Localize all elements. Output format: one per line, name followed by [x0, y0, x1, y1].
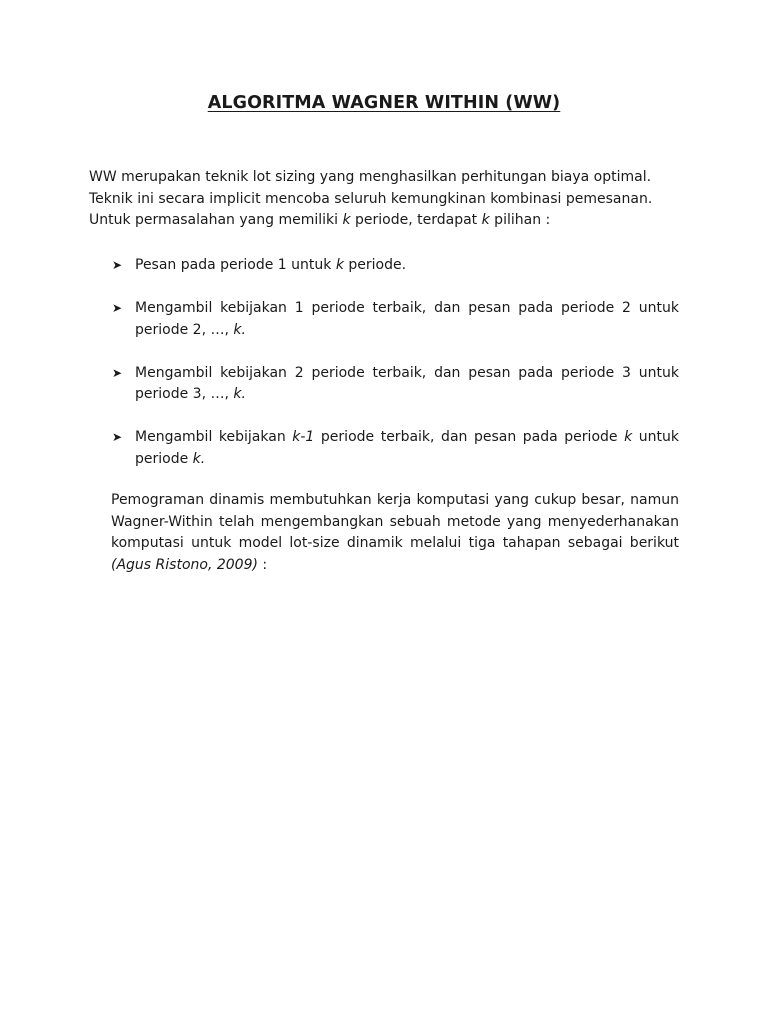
arrow-bullet-icon: ➤ — [112, 258, 123, 272]
list-item — [111, 298, 679, 341]
arrow-bullet-icon: ➤ — [112, 301, 123, 315]
list-item-text: Mengambil kebijakan 1 periode terbaik, dan pesan pada periode 2 untuk periode 2, …, — [135, 300, 679, 338]
page-title: ALGORITMA WAGNER WITHIN (WW) — [207, 93, 561, 113]
closing-end: : — [257, 556, 268, 573]
list-item — [111, 363, 679, 406]
intro-line-2 — [89, 210, 689, 232]
variable-k: k. — [233, 386, 246, 402]
variable-k: k. — [192, 450, 206, 467]
list-item-text: Mengambil kebijakan — [135, 429, 293, 445]
intro-text: pilihan : — [489, 212, 551, 228]
list-item-text: Mengambil kebijakan 2 periode terbaik, dan pesan pada periode 3 untuk periode 3, …, — [135, 364, 679, 402]
variable-k: k — [342, 212, 351, 228]
intro-text: periode, terdapat — [350, 212, 482, 228]
intro-text: Untuk permasalahan yang memiliki — [89, 212, 343, 228]
options-list — [111, 255, 679, 470]
list-item — [111, 427, 679, 470]
list-item-text: periode terbaik, dan pesan pada periode — [314, 429, 625, 445]
variable-k: k — [481, 212, 490, 228]
arrow-bullet-icon: ➤ — [112, 365, 123, 380]
closing-paragraph — [111, 490, 679, 576]
list-item — [111, 255, 679, 277]
list-item-text: periode. — [343, 257, 407, 273]
variable-k: k. — [233, 321, 246, 338]
variable-k: k — [624, 429, 633, 445]
arrow-bullet-icon: ➤ — [112, 430, 123, 444]
list-item-text: Pesan pada periode 1 untuk — [135, 257, 336, 273]
variable-k-1: k-1 — [292, 429, 315, 445]
list-item-text: untuk periode — [135, 429, 679, 467]
intro-paragraph — [89, 167, 689, 232]
intro-line-1: WW merupakan teknik lot sizing yang menghasilkan perhitungan biaya optimal. Teknik ini secara implicit mencoba seluruh kemungkinan kombinasi pemesanan. — [89, 169, 653, 207]
citation: (Agus Ristono, 2009) — [111, 556, 258, 573]
closing-text: Pemograman dinamis membutuhkan kerja komputasi yang cukup besar, namun Wagner-Within telah mengembangkan sebuah metode yang menyederhanakan komputasi untuk model lot-size dinamik melalui tiga tahapan sebagai berikut — [111, 492, 679, 551]
variable-k: k — [335, 257, 344, 273]
